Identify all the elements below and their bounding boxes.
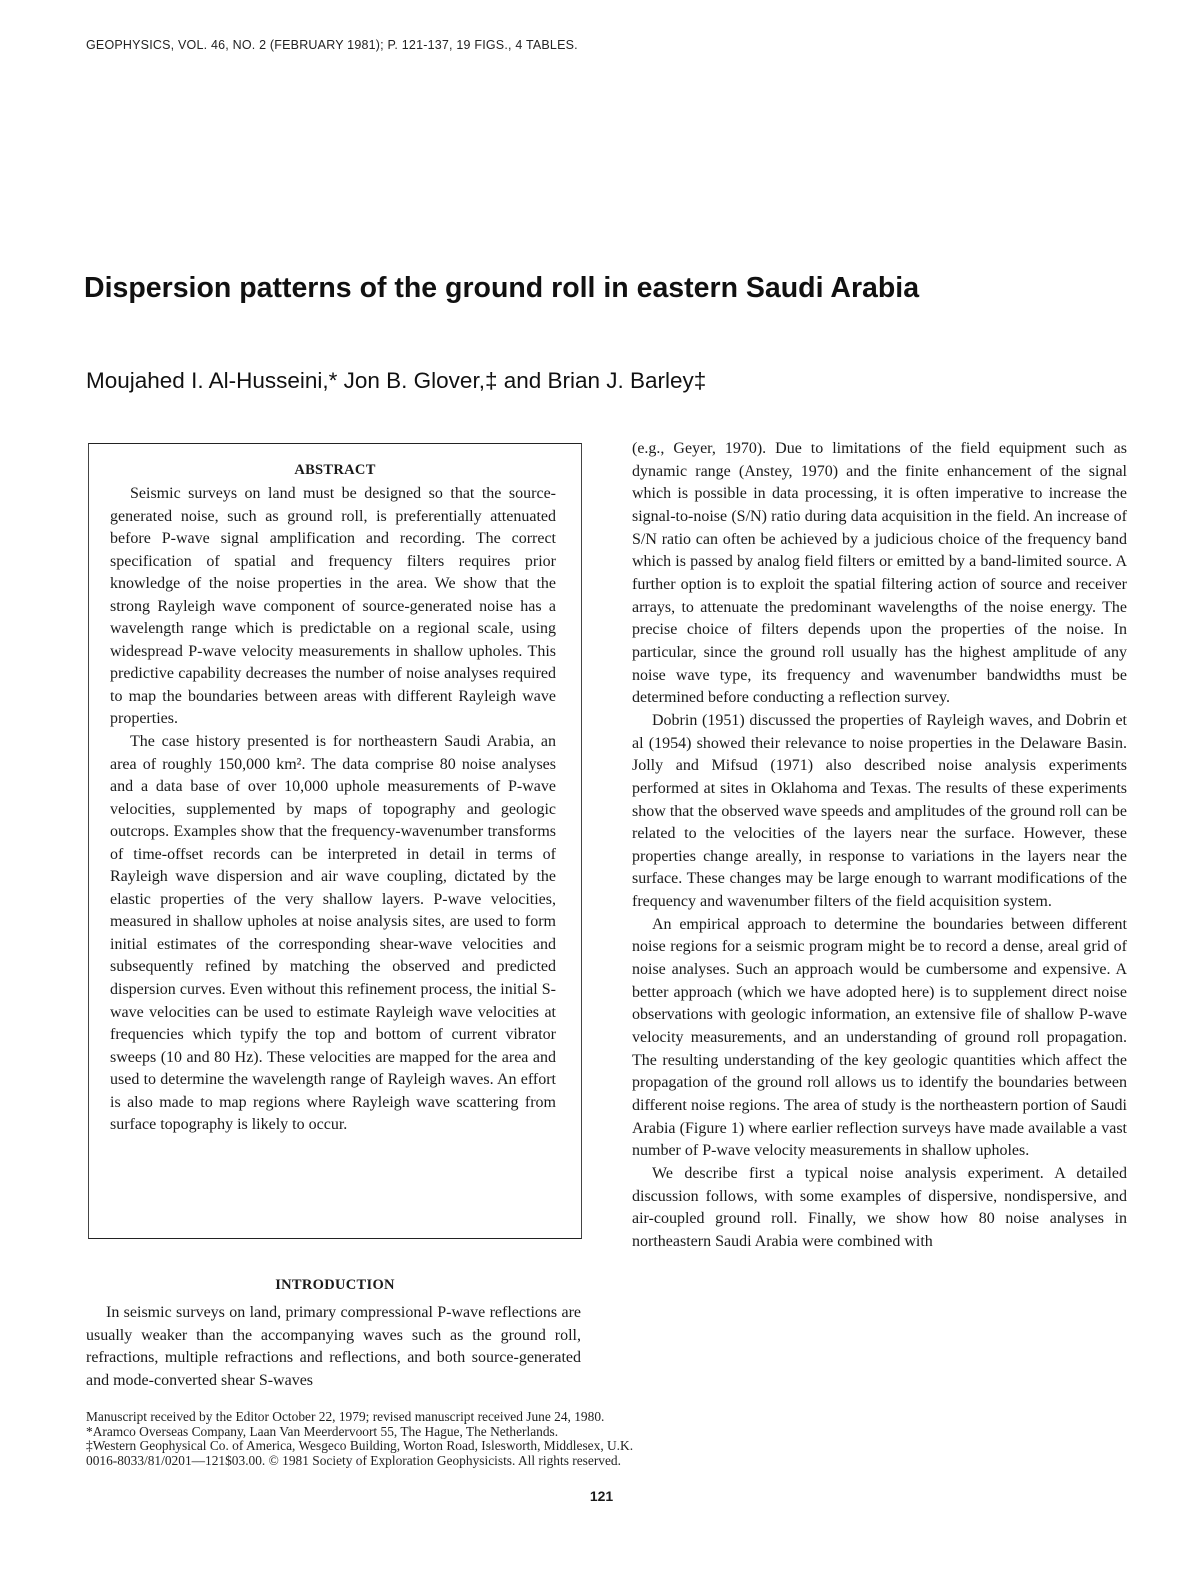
introduction-heading: INTRODUCTION xyxy=(275,1277,395,1293)
footnotes xyxy=(86,1410,846,1468)
author-list: Moujahed I. Al-Husseini,* Jon B. Glover,‡ and Brian J. Barley‡ xyxy=(86,368,707,393)
footnote-manuscript: Manuscript received by the Editor October 22, 1979; revised manuscript received June 24, 1980. xyxy=(86,1409,605,1424)
abstract-paragraph-1: Seismic surveys on land must be designed so that the source-generated noise, such as ground roll, is preferentially attenuated before P-wave signal amplification and recording. The correct specification of spatial and frequency filters requires prior knowledge of the noise properties in the area. We show that the strong Rayleigh wave component of source-generated noise has a wavelength range which is predictable on a regional scale, using widespread P-wave velocity measurements in shallow upholes. This predictive capability decreases the number of noise analyses required to map the boundaries between areas with different Rayleigh wave properties. xyxy=(110,485,556,728)
journal-citation: GEOPHYSICS, VOL. 46, NO. 2 (FEBRUARY 1981); P. 121-137, 19 FIGS., 4 TABLES. xyxy=(86,38,578,52)
body-paragraph-3: An empirical approach to determine the boundaries between different noise regions for a seismic program might be to record a dense, areal grid of noise analyses. Such an approach would be cumbersome and expensive. A better approach (which we have adopted here) is to supplement direct noise observations with geologic information, an extensive file of shallow P-wave velocity measurements, and an understanding of ground roll propagation. The resulting understanding of the key geologic quantities which affect the propagation of the ground roll allows us to identify the boundaries between different noise regions. The area of study is the northeastern portion of Saudi Arabia (Figure 1) where earlier reflection surveys have made available a vast number of P-wave velocity measurements in shallow upholes. xyxy=(632,915,1127,1160)
page-number: 121 xyxy=(589,1488,614,1504)
abstract-heading: ABSTRACT xyxy=(294,462,376,478)
footnote-affiliation-1: *Aramco Overseas Company, Laan Van Meerdervoort 55, The Hague, The Netherlands. xyxy=(86,1423,559,1439)
body-paragraph-4: We describe first a typical noise analysis experiment. A detailed discussion follows, with some examples of dispersive, nondispersive, and air-coupled ground roll. Finally, we show how 80 noise analyses in northeastern Saudi Arabia were combined with xyxy=(632,1165,1127,1250)
body-paragraph-1: (e.g., Geyer, 1970). Due to limitations of the field equipment such as dynamic range (Anstey, 1970) and the finite enhancement of the signal which is possible in data processing, it is often imperative to increase the signal-to-noise (S/N) ratio during data acquisition in the field. An increase of S/N ratio can often be achieved by a judicious choice of the frequency band which is passed by analog field filters or emitted by a band-limited source. A further option is to exploit the spatial filtering action of source and receiver arrays, to attenuate the predominant wavelengths of the noise energy. The precise choice of filters depends upon the properties of the noise. In particular, since the ground roll usually has the highest amplitude of any noise wave type, its frequency and wavenumber bandwidths must be determined before conducting a reflection survey. xyxy=(632,440,1127,707)
abstract-paragraph-2: The case history presented is for northeastern Saudi Arabia, an area of roughly 150,000 km². The data comprise 80 noise analyses and a data base of over 10,000 uphole measurements of P-wave velocities, supplemented by maps of topography and geologic outcrops. Examples show that the frequency-wavenumber transforms of time-offset records can be interpreted in detail in terms of Rayleigh wave dispersion and air wave coupling, dictated by the elastic properties of the very shallow layers. P-wave velocities, measured in shallow upholes at noise analysis sites, are used to form initial estimates of the corresponding shear-wave velocities and subsequently refined by matching the observed and predicted dispersion curves. Even without this refinement process, the initial S-wave velocities can be used to estimate Rayleigh wave velocities at frequencies which typify the top and bottom of current vibrator sweeps (10 and 80 Hz). These velocities are mapped for the area and used to determine the wavelength range of Rayleigh waves. An effort is also made to map regions where Rayleigh wave scattering from surface topography is likely to occur. xyxy=(110,733,556,1134)
footnote-copyright: 0016-8033/81/0201—121$03.00. © 1981 Society of Exploration Geophysicists. All rights reserved. xyxy=(86,1452,621,1468)
body-paragraph-2: Dobrin (1951) discussed the properties of Rayleigh waves, and Dobrin et al (1954) showed their relevance to noise properties in the Delaware Basin. Jolly and Mifsud (1971) also described noise analysis experiments performed at sites in Oklahoma and Texas. The results of these experiments show that the observed wave speeds and amplitudes of the ground roll can be related to the velocities of the layers near the surface. However, these properties change areally, in response to variations in the layers near the surface. These changes may be large enough to warrant modifications of the frequency and wavenumber filters of the field acquisition system. xyxy=(632,711,1127,911)
paper-title: Dispersion patterns of the ground roll in eastern Saudi Arabia xyxy=(84,272,920,304)
introduction-body xyxy=(86,1302,581,1392)
footnote-affiliation-2: ‡Western Geophysical Co. of America, Wesgeco Building, Worton Road, Islesworth, Middlesex, U.K. xyxy=(86,1438,634,1454)
right-column-body xyxy=(632,438,1127,1254)
abstract-body xyxy=(110,483,556,1137)
introduction-paragraph: In seismic surveys on land, primary compressional P-wave reflections are usually weaker than the accompanying waves such as the ground roll, refractions, multiple refractions and reflections, and both source-generated and mode-converted shear S-waves xyxy=(86,1304,581,1389)
